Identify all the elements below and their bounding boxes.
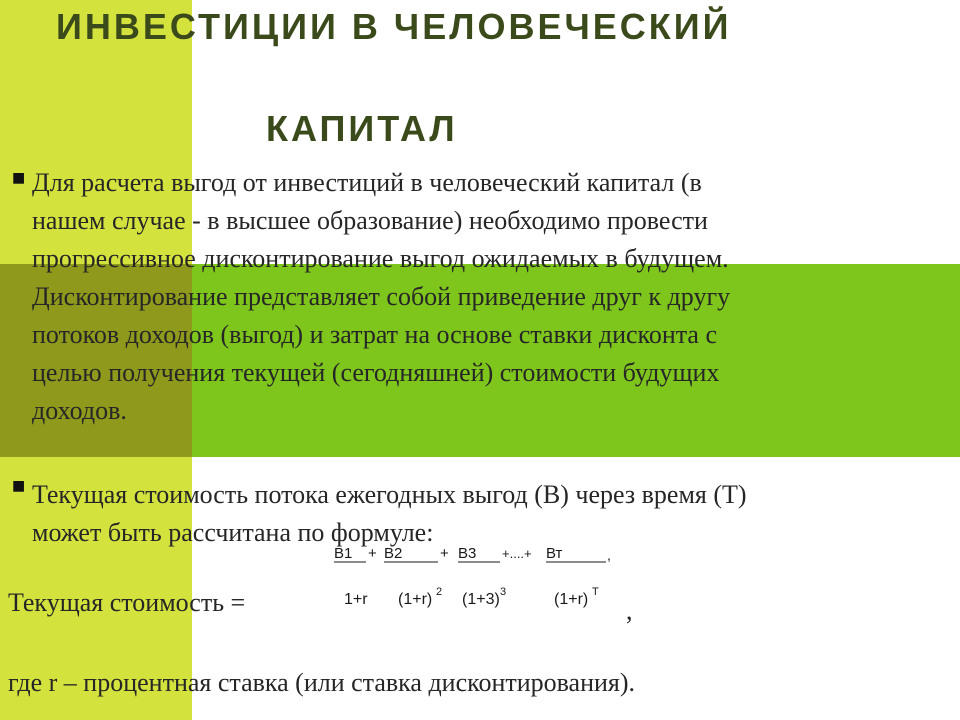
formula-denominator-3: (1+3) <box>462 591 500 608</box>
paragraph-line: прогрессивное дисконтирование выгод ожидаемых в будущем. <box>32 244 729 273</box>
present-value-formula <box>300 538 640 628</box>
formula-numerator-b3: В3 <box>458 545 477 562</box>
slide-title-line-2: КАПИТАЛ <box>266 108 458 149</box>
slide-title-line-1: ИНВЕСТИЦИИ В ЧЕЛОВЕЧЕСКИЙ <box>56 6 732 47</box>
paragraph-line: целью получения текущей (сегодняшней) стоимости будущих <box>32 358 720 387</box>
formula-plus: + <box>440 545 449 562</box>
formula-trailing-comma: , <box>626 596 633 625</box>
paragraph-line: Для расчета выгод от инвестиций в человеческий капитал (в <box>32 168 702 197</box>
bullet-square-icon: ■ <box>12 478 26 494</box>
formula-denominator-2: (1+r) <box>398 591 433 608</box>
formula-numerator-b2: В2 <box>384 545 403 562</box>
paragraph-line: доходов. <box>32 396 127 425</box>
paragraph-line: Текущая стоимость потока ежегодных выгод (В) через время (Т) <box>32 480 747 509</box>
paragraph-line: нашем случае - в высшее образование) необходимо провести <box>32 206 708 235</box>
formula-denominator-4-exp: T <box>592 586 599 598</box>
paragraph-line: потоков доходов (выгод) и затрат на основе ставки дисконта с <box>32 320 718 349</box>
formula-numerator-bt: Вт <box>546 545 563 562</box>
formula-denominator-2-exp: 2 <box>436 586 443 598</box>
formula-ellipsis: +....+ <box>502 546 532 561</box>
formula-denominator-3-exp: 3 <box>500 586 507 598</box>
formula-denominator-1: 1+r <box>344 591 368 608</box>
formula-numerator-b1: В1 <box>334 545 353 562</box>
paragraph-line: Дисконтирование представляет собой приведение друг к другу <box>32 282 731 311</box>
formula-numerator-comma: , <box>607 547 611 563</box>
paragraph-line: может быть рассчитана по формуле: <box>32 518 434 547</box>
rate-definition: где r – процентная ставка (или ставка дисконтирования). <box>8 668 636 697</box>
paragraph-discounting <box>32 164 932 430</box>
formula-plus: + <box>368 545 377 562</box>
bullet-square-icon: ■ <box>12 170 26 186</box>
formula-denominator-4: (1+r) <box>554 591 589 608</box>
formula-label: Текущая стоимость = <box>8 588 246 617</box>
